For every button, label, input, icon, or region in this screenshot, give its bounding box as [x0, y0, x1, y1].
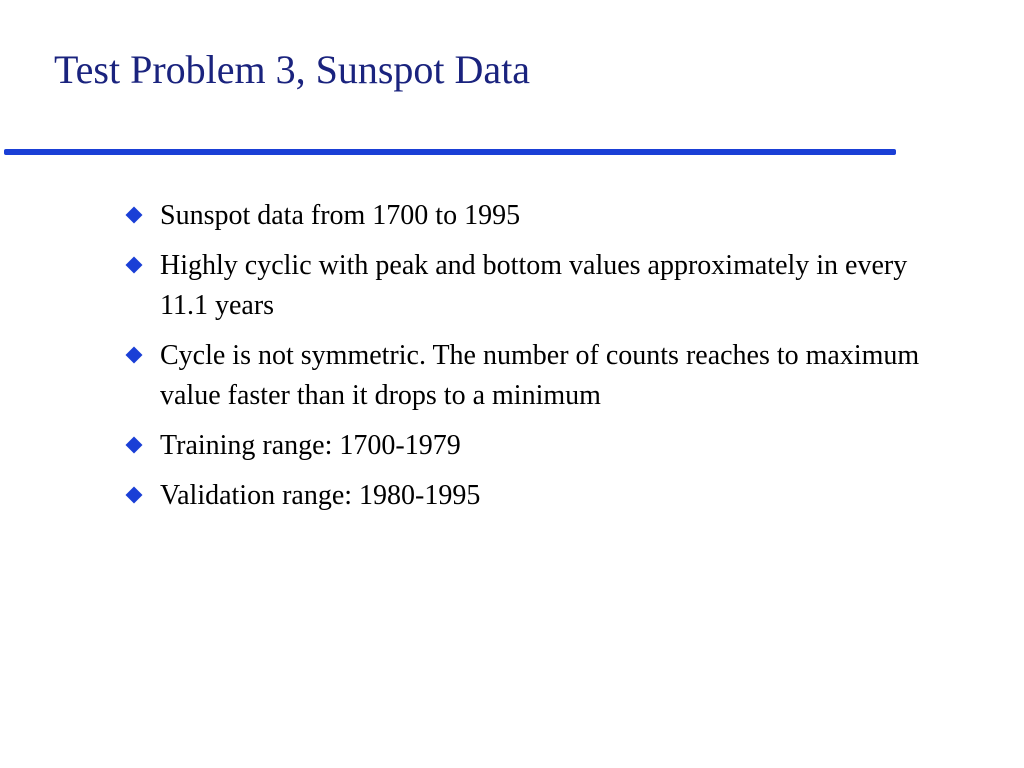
- list-item: [122, 336, 962, 416]
- diamond-bullet-icon: [126, 347, 143, 364]
- list-item: [122, 426, 962, 466]
- diamond-bullet-icon: [126, 257, 143, 274]
- diamond-bullet-icon: [126, 207, 143, 224]
- list-item: [122, 476, 962, 516]
- title-divider: [4, 149, 896, 155]
- bullet-text: Highly cyclic with peak and bottom values approximately in every 11.1 years: [160, 250, 908, 321]
- bullet-text: Training range: 1700-1979: [160, 430, 461, 461]
- bullet-list: [122, 196, 962, 526]
- bullet-text: Sunspot data from 1700 to 1995: [160, 200, 521, 231]
- slide-title: Test Problem 3, Sunspot Data: [54, 47, 531, 92]
- bullet-text: Validation range: 1980-1995: [160, 480, 481, 511]
- diamond-bullet-icon: [126, 437, 143, 454]
- bullet-text: Cycle is not symmetric. The number of counts reaches to maximum value faster than it drops to a minimum: [160, 340, 920, 411]
- diamond-bullet-icon: [126, 487, 143, 504]
- list-item: [122, 246, 962, 326]
- list-item: [122, 196, 962, 236]
